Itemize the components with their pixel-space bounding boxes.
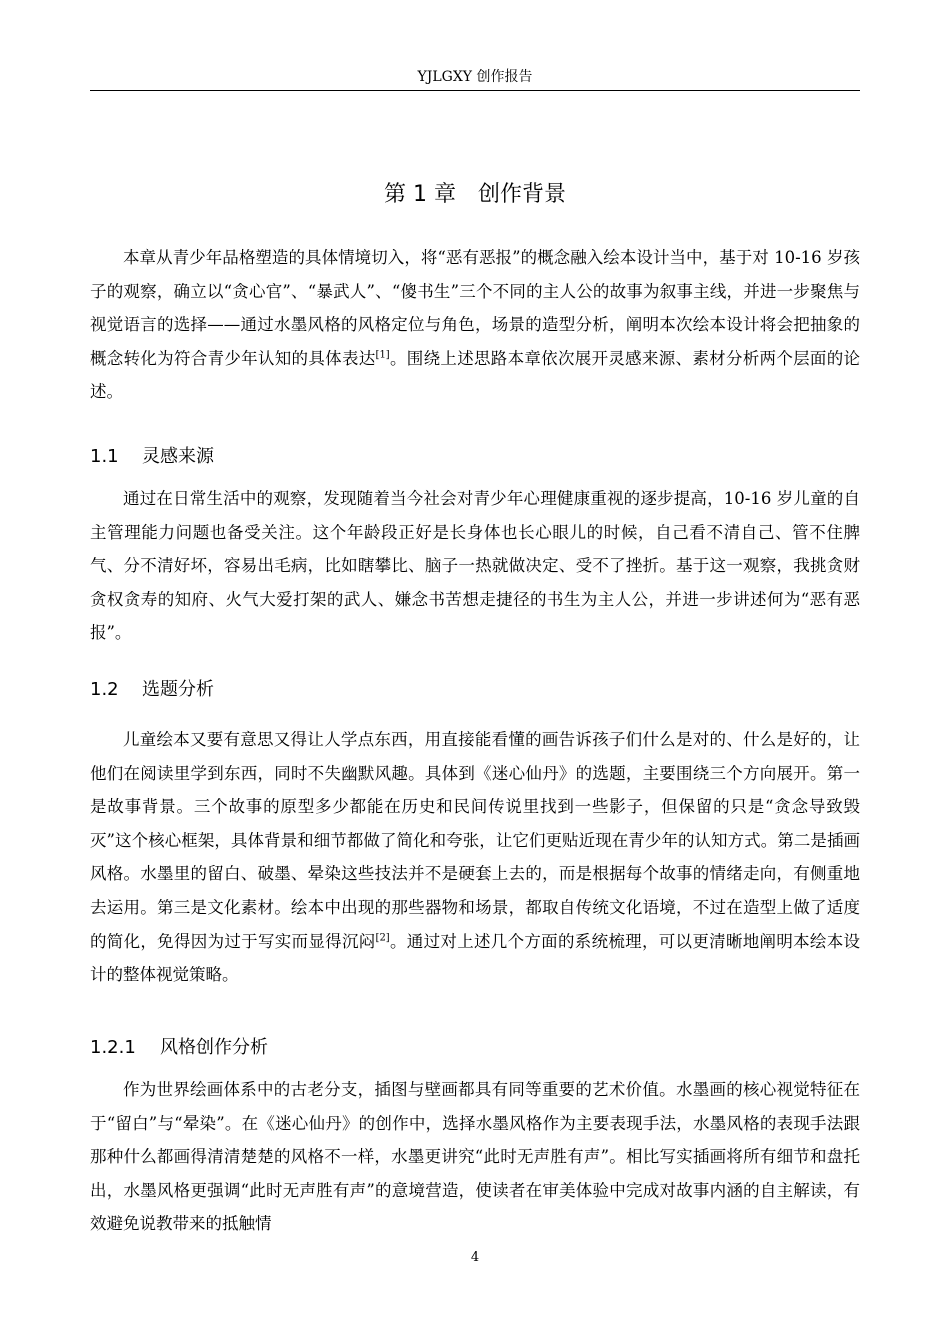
- section-1-2-1-paragraph: 作为世界绘画体系中的古老分支，插图与壁画都具有同等重要的艺术价值。水墨画的核心视觉特征在于“留白”与“晕染”。在《迷心仙丹》的创作中，选择水墨风格作为主要表现手法，水墨风格的表现手法跟那种什么都画得清清楚楚的风格不一样，水墨更讲究“此时无声胜有声”。相比写实插画将所有细节和盘托出，水墨风格更强调“此时无声胜有声”的意境营造，使读者在审美体验中完成对故事内涵的自主解读，有效避免说教带来的抵触情: [90, 1080, 860, 1234]
- running-header: YJLGXY 创作报告: [417, 69, 533, 85]
- intro-tail: 。围绕上述思路本章依次展开灵感来源、素材分析两个层面的论述。: [90, 348, 861, 402]
- section-title: 选题分析: [142, 679, 214, 700]
- section-1-2-tail: 。通过对上述几个方面的系统梳理，可以更清晰地阐明本绘本设计的整体视觉策略。: [90, 931, 861, 985]
- header-rule: [90, 90, 860, 91]
- section-number: 1.2: [90, 679, 119, 700]
- section-1-2-text: 儿童绘本又要有意思又得让人学点东西，用直接能看懂的画告诉孩子们什么是对的、什么是好的，让他们在阅读里学到东西，同时不失幽默风趣。具体到《迷心仙丹》的选题，主要围绕三个方向展开。第一是故事背景。三个故事的原型多少都能在历史和民间传说里找到一些影子，但保留的只是“贪念导致毁灭”这个核心框架，具体背景和细节都做了简化和夸张，让它们更贴近现在青少年的认知方式。第二是插画风格。水墨里的留白、破墨、晕染这些技法并不是硬套上去的，而是根据每个故事的情绪走向，有侧重地去运用。第三是文化素材。绘本中出现的那些器物和场景，都取自传统文化语境，不过在造型上做了适度的简化，免得因为过于写实而显得沉闷: [90, 730, 860, 951]
- section-number: 1.1: [90, 446, 119, 467]
- intro-text: 本章从青少年品格塑造的具体情境切入，将“恶有恶报”的概念融入绘本设计当中，基于对 10-16 岁孩子的观察，确立以“贪心官”、“暴武人”、“傻书生”三个不同的主人公的故事为叙事主线，并进一步聚焦与视觉语言的选择——通过水墨风格的风格定位与角色，场景的造型分析，阐明本次绘本设计将会把抽象的概念转化为符合青少年认知的具体表达: [90, 248, 860, 368]
- citation-1: [1]: [375, 349, 390, 361]
- section-title: 灵感来源: [142, 446, 214, 467]
- section-heading-1-1: [90, 444, 860, 470]
- section-1-1-paragraph: 通过在日常生活中的观察，发现随着当今社会对青少年心理健康重视的逐步提高，10-16 岁儿童的自主管理能力问题也备受关注。这个年龄段正好是长身体也长心眼儿的时候，自己看不清自己、管不住脾气、分不清好坏，容易出毛病，比如瞎攀比、脑子一热就做决定、受不了挫折。基于这一观察，我挑贪财贪权贪寿的知府、火气大爱打架的武人、嫌念书苦想走捷径的书生为主人公，并进一步讲述何为“恶有恶报”。: [90, 489, 860, 643]
- citation-2: [2]: [375, 932, 390, 944]
- section-heading-1-2: [90, 677, 860, 703]
- section-number: 1.2.1: [90, 1037, 136, 1058]
- intro-paragraph: [90, 241, 860, 409]
- chapter-title: 第 1 章 创作背景: [384, 182, 566, 207]
- page-number: 4: [470, 1250, 480, 1265]
- section-title: 风格创作分析: [160, 1037, 268, 1058]
- section-heading-1-2-1: [90, 1035, 860, 1061]
- section-1-2-paragraph: [90, 723, 860, 992]
